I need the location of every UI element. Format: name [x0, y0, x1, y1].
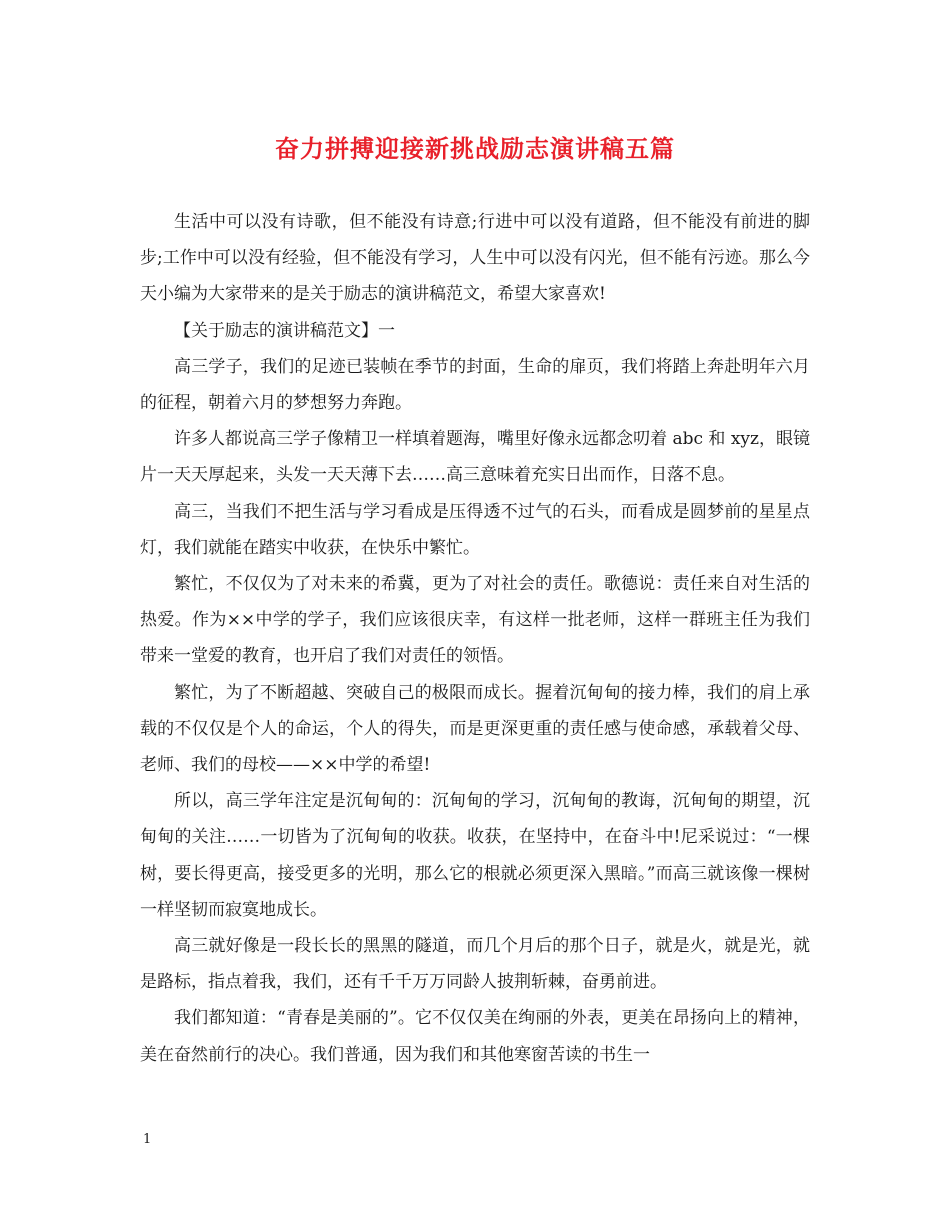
paragraph: 繁忙，不仅仅为了对未来的希冀，更为了对社会的责任。歌德说：责任来自对生活的热爱。作为××中学的学子，我们应该很庆幸，有这样一批老师，这样一群班主任为我们带来一堂爱的教育，也开启了我们对责任的领悟。 [140, 574, 810, 667]
paragraph: 高三学子，我们的足迹已装帧在季节的封面，生命的扉页，我们将踏上奔赴明年六月的征程，朝着六月的梦想努力奔跑。 [140, 356, 810, 414]
paragraph: 繁忙，为了不断超越、突破自己的极限而成长。握着沉甸甸的接力棒，我们的肩上承载的不仅仅是个人的命运，个人的得失，而是更深更重的责任感与使命感，承载着父母、老师、我们的母校——××中学的希望! [140, 682, 810, 776]
document-body [140, 204, 810, 1073]
paragraph-intro: 生活中可以没有诗歌，但不能没有诗意;行进中可以没有道路，但不能没有前进的脚步;工作中可以没有经验，但不能没有学习，人生中可以没有闪光，但不能有污迹。那么今天小编为大家带来的是关于励志的演讲稿范文，希望大家喜欢! [140, 212, 810, 305]
paragraph: 高三就好像是一段长长的黑黑的隧道，而几个月后的那个日子，就是火，就是光，就是路标，指点着我，我们，还有千千万万同龄人披荆斩棘，奋勇前进。 [140, 936, 810, 993]
paragraph: 高三，当我们不把生活与学习看成是压得透不过气的石头，而看成是圆梦前的星星点灯，我们就能在踏实中收获，在快乐中繁忙。 [140, 501, 810, 558]
page-number: 1 [143, 1132, 152, 1147]
paragraph: 许多人都说高三学子像精卫一样填着题海，嘴里好像永远都念叨着 abc 和 xyz，眼镜片一天天厚起来，头发一天天薄下去……高三意味着充实日出而作，日落不息。 [140, 429, 810, 486]
document-title: 奋力拼搏迎接新挑战励志演讲稿五篇 [275, 134, 675, 163]
section-heading: 【关于励志的演讲稿范文】一 [174, 320, 395, 341]
paragraph: 我们都知道：“青春是美丽的”。它不仅仅美在绚丽的外表，更美在昂扬向上的精神，美在奋然前行的决心。我们普通，因为我们和其他寒窗苦读的书生一 [140, 1008, 810, 1065]
paragraph: 所以，高三学年注定是沉甸甸的：沉甸甸的学习，沉甸甸的教诲，沉甸甸的期望，沉甸甸的关注……一切皆为了沉甸甸的收获。收获，在坚持中，在奋斗中!尼采说过：“一棵树，要长得更高，接受更多的光明，那么它的根就必须更深入黑暗。”而高三就该像一棵树一样坚韧而寂寞地成长。 [140, 791, 810, 920]
